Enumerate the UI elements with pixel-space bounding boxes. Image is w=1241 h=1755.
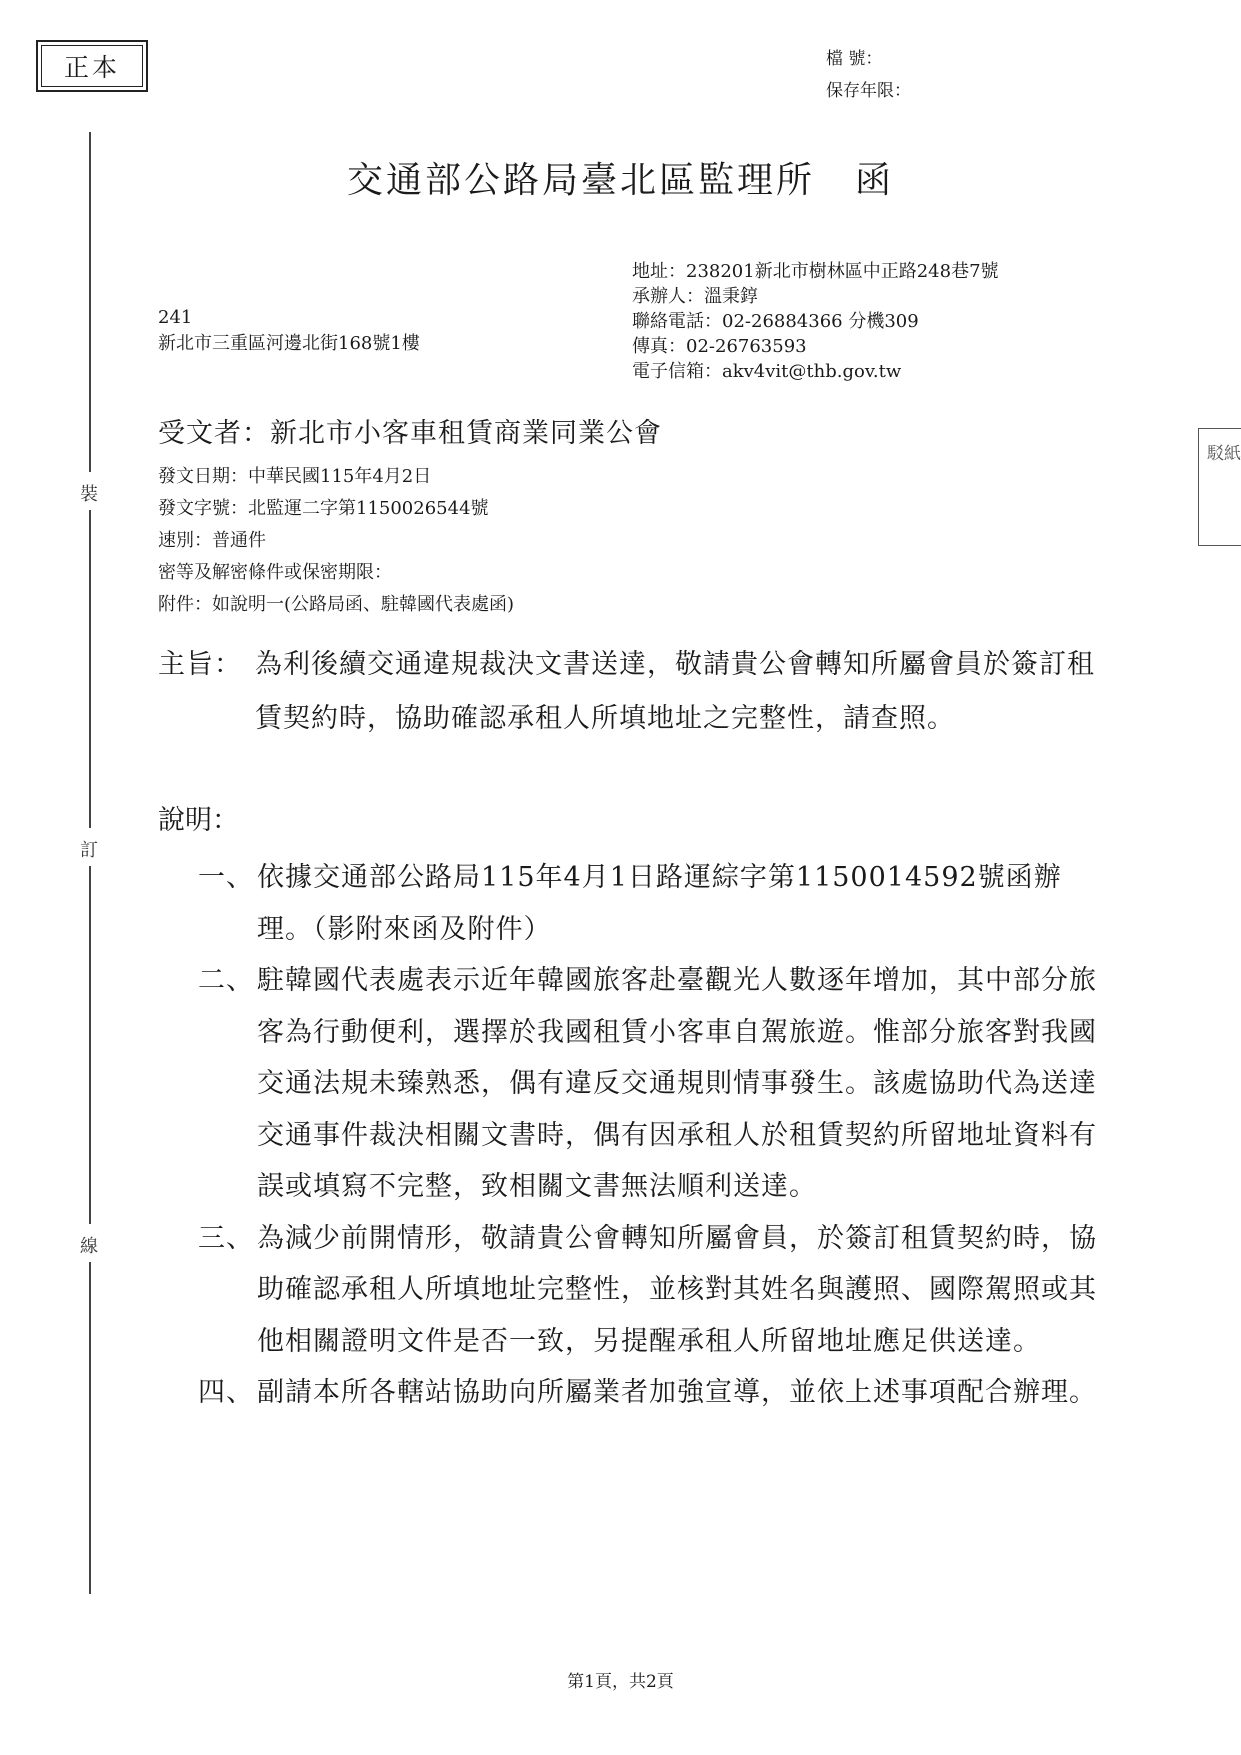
document-fields <box>158 461 514 621</box>
recipient: 受文者：新北市小客車租賃商業同業公會 <box>158 418 662 449</box>
urgency: 速別：普通件 <box>158 530 266 551</box>
page-number: 第1頁，共2頁 <box>567 1672 674 1692</box>
explanation-items <box>198 852 1107 1419</box>
explanation-item <box>198 852 1107 955</box>
explanation-item <box>198 955 1107 1213</box>
original-copy-stamp: 正本 <box>36 40 148 92</box>
classification: 密等及解密條件或保密期限： <box>158 562 392 583</box>
agency-name: 交通部公路局臺北區監理所 <box>346 160 815 201</box>
binding-line-mid <box>89 510 91 828</box>
explanation-item <box>198 1367 1107 1419</box>
sender-address: 地址：238201新北市樹林區中正路248巷7號 <box>632 261 999 282</box>
sender-email: 電子信箱：akv4vit@thb.gov.tw <box>632 361 902 382</box>
document-title <box>0 152 1241 203</box>
binding-line-bottom <box>89 1262 91 1594</box>
item-text: 為減少前開情形，敬請貴公會轉知所屬會員，於簽訂租賃契約時，協助確認承租人所填地址完整性，並核對其姓名與護照、國際駕照或其他相關證明文件是否一致，另提醒承租人所留地址應足供送達。 <box>257 1222 1097 1357</box>
recipient-street: 新北市三重區河邊北街168號1樓 <box>158 333 420 354</box>
item-text: 駐韓國代表處表示近年韓國旅客赴臺觀光人數逐年增加，其中部分旅客為行動便利，選擇於我國租賃小客車自駕旅遊。惟部分旅客對我國交通法規未臻熟悉，偶有違反交通規則情事發生。該處協助代為送達交通事件裁決相關文書時，偶有因承租人於租賃契約所留地址資料有誤或填寫不完整，致相關文書無法順利送達。 <box>257 965 1097 1202</box>
item-number: 三、 <box>198 1222 254 1254</box>
document-number: 發文字號：北監運二字第1150026544號 <box>158 498 489 519</box>
sender-info <box>632 259 999 384</box>
recipient-zip: 241 <box>158 307 193 328</box>
side-tab <box>1198 428 1241 546</box>
document-kind: 函 <box>855 160 895 201</box>
binding-line-lower <box>89 866 91 1224</box>
item-text: 副請本所各轄站協助向所屬業者加強宣導，並依上述事項配合辦理。 <box>257 1377 1097 1408</box>
sender-fax: 傳真：02-26763593 <box>632 336 807 357</box>
binding-mark-xian: 線 <box>80 1236 98 1257</box>
retention-period-label: 保存年限： <box>826 81 911 101</box>
subject-text: 為利後續交通違規裁決文書送達，敬請貴公會轉知所屬會員於簽訂租賃契約時，協助確認承租人所填地址之完整性，請查照。 <box>255 649 1095 734</box>
attachments: 附件：如說明一(公路局函、駐韓國代表處函) <box>158 594 515 615</box>
issue-date: 發文日期：中華民國115年4月2日 <box>158 466 432 487</box>
file-number-label: 檔 號： <box>826 49 883 69</box>
item-number: 一、 <box>198 862 254 893</box>
binding-mark-ding: 訂 <box>80 840 98 861</box>
explanation-item <box>198 1213 1107 1368</box>
item-text: 依據交通部公路局115年4月1日路運綜字第1150014592號函辦理。（影附來函及附件） <box>257 862 1062 945</box>
item-number: 二、 <box>198 965 254 996</box>
binding-mark-zhuang: 裝 <box>80 484 98 505</box>
item-number: 四、 <box>198 1377 254 1408</box>
recipient-address <box>158 305 420 357</box>
subject-label: 主旨： <box>158 649 242 680</box>
sender-phone: 聯絡電話：02-26884366 分機309 <box>632 311 919 332</box>
sender-handler: 承辦人：溫秉錞 <box>632 286 758 307</box>
subject-section <box>158 638 1105 746</box>
side-tab-text: 駁紙 <box>1207 444 1241 464</box>
explanation-label: 說明： <box>158 805 239 836</box>
